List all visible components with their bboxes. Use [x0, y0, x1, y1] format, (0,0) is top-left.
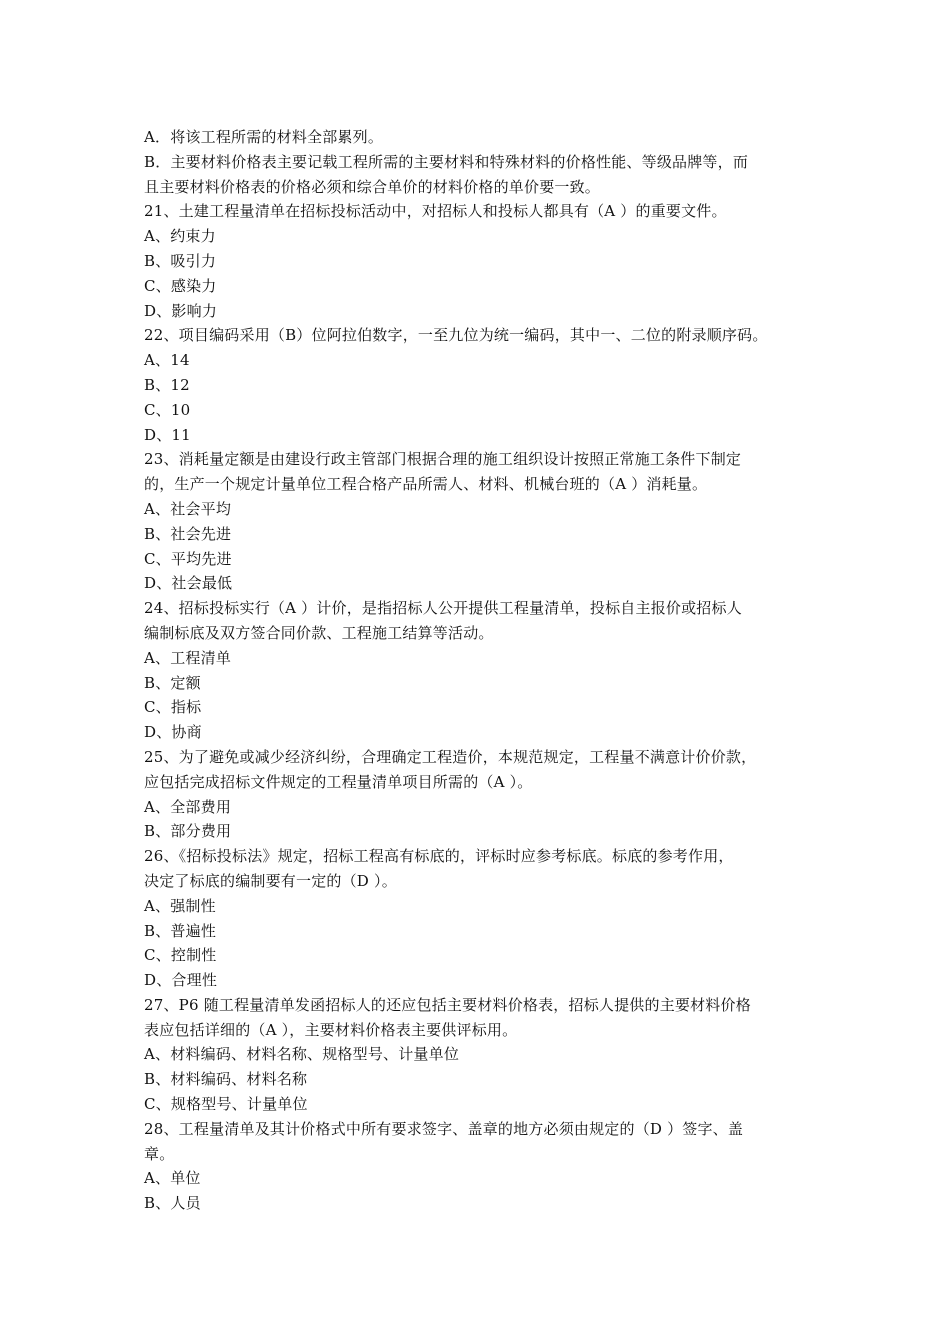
option-line: B、人员 [144, 1194, 201, 1213]
option-line: B、吸引力 [144, 251, 217, 270]
question-21: 21、土建工程量清单在招标投标活动中，对招标人和投标人都具有（A ）的重要文件。 [144, 202, 727, 221]
option-line: B、社会先进 [144, 524, 232, 543]
question-23: 23、消耗量定额是由建设行政主管部门根据合理的施工组织设计按照正常施工条件下制定 [144, 450, 742, 469]
text-line: 决定了标底的编制要有一定的（D ）。 [144, 871, 397, 890]
option-line: B、部分费用 [144, 822, 232, 841]
question-26: 26、《招标投标法》规定，招标工程高有标底的，评标时应参考标底。标底的参考作用， [144, 847, 734, 866]
option-line: D、社会最低 [144, 574, 233, 593]
text-line: 编制标底及双方签合同价款、工程施工结算等活动。 [144, 623, 494, 642]
question-27: 27、P6 随工程量清单发函招标人的还应包括主要材料价格表，招标人提供的主要材料价格 [144, 995, 751, 1014]
document-page [144, 125, 824, 1216]
text-line: B．主要材料价格表主要记载工程所需的主要材料和特殊材料的价格性能、等级品牌等，而 [144, 152, 749, 171]
text-line: 的，生产一个规定计量单位工程合格产品所需人、材料、机械台班的（A ）消耗量。 [144, 475, 708, 494]
option-line: B、12 [144, 375, 190, 394]
option-line: D、协商 [144, 723, 202, 742]
option-line: B、材料编码、材料名称 [144, 1070, 308, 1089]
text-line: 章。 [144, 1144, 175, 1163]
option-line: B、定额 [144, 673, 201, 692]
option-line: A、14 [144, 351, 190, 370]
question-28: 28、工程量清单及其计价格式中所有要求签字、盖章的地方必须由规定的（D ）签字、盖 [144, 1119, 744, 1138]
option-line: A、单位 [144, 1169, 201, 1188]
question-25: 25、为了避免或减少经济纠纷，合理确定工程造价，本规范规定，工程量不满意计价价款， [144, 747, 757, 766]
question-24: 24、招标投标实行（A ）计价，是指招标人公开提供工程量清单，投标自主报价或招标人 [144, 599, 742, 618]
option-line: A、社会平均 [144, 499, 232, 518]
option-line: D、影响力 [144, 301, 218, 320]
question-22: 22、项目编码采用（B）位阿拉伯数字，一至九位为统一编码，其中一、二位的附录顺序码。 [144, 326, 768, 345]
option-line: A、全部费用 [144, 797, 232, 816]
option-line: A、材料编码、材料名称、规格型号、计量单位 [144, 1045, 460, 1064]
text-line: 表应包括详细的（A ），主要材料价格表主要供评标用。 [144, 1020, 518, 1039]
option-line: C、控制性 [144, 946, 217, 965]
option-line: A、强制性 [144, 896, 216, 915]
option-line: A、工程清单 [144, 648, 232, 667]
option-line: C、平均先进 [144, 549, 232, 568]
text-line: 且主要材料价格表的价格必须和综合单价的材料价格的单价要一致。 [144, 177, 601, 196]
option-line: C、10 [144, 400, 191, 419]
option-line: C、感染力 [144, 276, 217, 295]
option-line: D、合理性 [144, 971, 218, 990]
option-line: A、约束力 [144, 227, 216, 246]
text-line: 应包括完成招标文件规定的工程量清单项目所需的（A ）。 [144, 772, 533, 791]
option-line: B、普遍性 [144, 921, 217, 940]
option-line: D、11 [144, 425, 191, 444]
text-line: A．将该工程所需的材料全部累列。 [144, 128, 384, 146]
option-line: C、指标 [144, 698, 202, 717]
option-line: C、规格型号、计量单位 [144, 1095, 308, 1114]
